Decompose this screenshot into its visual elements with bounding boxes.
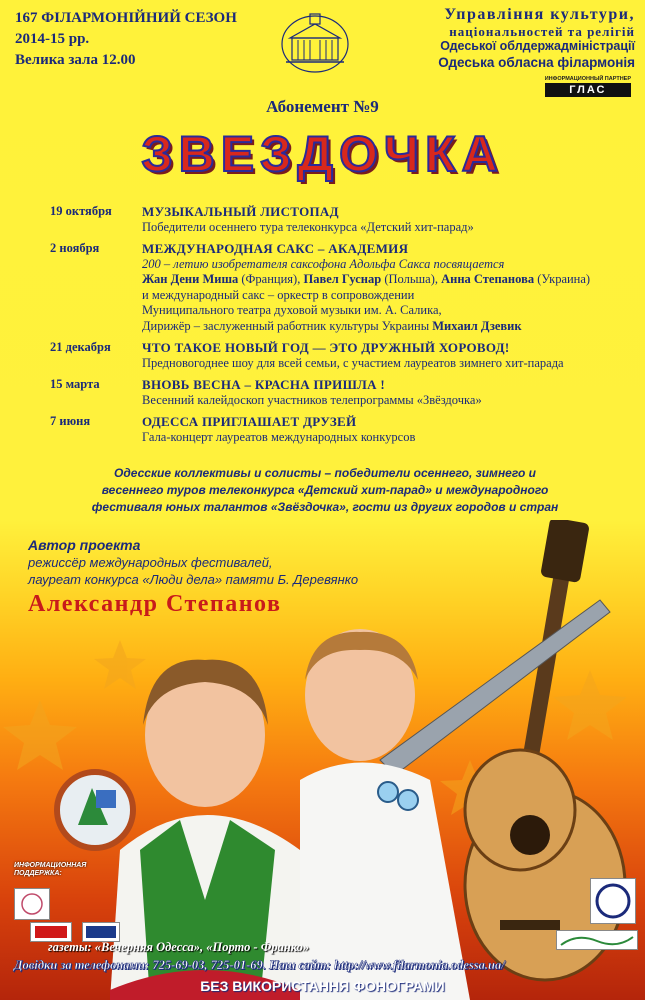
performer-country: (Польша), <box>381 272 442 286</box>
radio-logo <box>590 878 636 924</box>
red-brand-icon <box>31 923 71 941</box>
gm-brand-icon <box>83 923 119 941</box>
organizer-block <box>438 6 635 71</box>
participants-summary <box>60 465 590 516</box>
event-heading: ВНОВЬ ВЕСНА – КРАСНА ПРИШЛА ! <box>142 377 386 392</box>
event-description: Предновогоднее шоу для всей семьи, с участием лауреатов зимнего хит-парада <box>142 355 564 370</box>
hall-time: Велика зала 12.00 <box>15 52 136 68</box>
philharmonic-building-emblem <box>280 10 350 74</box>
circle-logo-icon <box>15 889 49 919</box>
event-description: Весенний калейдоскоп участников телепрограммы «Звёздочка» <box>142 392 482 407</box>
sponsor-logo-red <box>30 922 72 942</box>
organizer-line-2: національностей та релігій <box>449 24 635 39</box>
subscription-number: Абонемент №9 <box>266 97 379 116</box>
summary-line: фестиваля юных талантов «Звёздочка», гости из других городов и стран <box>91 500 559 514</box>
event-dedication: 200 – летию изобретателя саксофона Адольфа Сакса посвящается <box>142 256 505 271</box>
event-date: 21 декабря <box>50 340 111 354</box>
event-heading: МЕЖДУНАРОДНАЯ САКС – АКАДЕМИЯ <box>142 241 409 256</box>
boy-figure <box>300 629 470 1000</box>
event-conductor <box>142 319 630 335</box>
season-title: 167 ФІЛАРМОНІЙНИЙ СЕЗОН <box>15 10 237 26</box>
radio-circle-icon <box>591 879 635 923</box>
event-date: 7 июня <box>50 414 91 428</box>
contacts-line: Довідки за телефонами: 725-69-03, 725-01-69. Наш сайт: http://www.filarmonia.odessa.ua/ <box>14 958 505 972</box>
event-heading: ОДЕССА ПРИГЛАШАЕТ ДРУЗЕЙ <box>142 414 357 429</box>
event-item <box>50 414 630 445</box>
season-info <box>15 8 237 71</box>
event-list <box>50 204 630 451</box>
performer-name: Анна Степанова <box>441 272 535 286</box>
info-support-label <box>14 862 86 878</box>
performer-name: Павел Гуснар <box>303 272 382 286</box>
fm-wave-icon <box>557 931 637 949</box>
fm-station-logo <box>556 930 638 950</box>
conductor-label: Дирижёр – заслуженный работник культуры Украины <box>142 318 433 333</box>
sponsor-logo-gm <box>82 922 120 942</box>
organizer-line-4: Одеська обласна філармонія <box>438 55 635 70</box>
event-item <box>50 204 630 235</box>
organizer-line-1: Управління культури, <box>444 6 635 23</box>
event-date: 2 ноября <box>50 241 100 255</box>
summary-line: весеннего туров телеконкурса «Детский хит-парад» и международного <box>101 483 549 497</box>
no-playback-notice: БЕЗ ВИКОРИСТАННЯ ФОНОГРАМИ <box>200 978 445 994</box>
event-heading: МУЗЫКАЛЬНЫЙ ЛИСТОПАД <box>142 204 339 219</box>
event-description: Победители осеннего тура телеконкурса «Детский хит-парад» <box>142 219 474 234</box>
author-heading: Автор проекта <box>28 537 141 553</box>
info-partner <box>545 76 631 97</box>
event-item <box>50 377 630 408</box>
summary-line: Одесские коллективы и солисты – победители осеннего, зимнего и <box>114 466 536 480</box>
project-author <box>28 537 359 617</box>
event-date: 19 октября <box>50 204 112 218</box>
author-role: режиссёр международных фестивалей, <box>28 555 273 570</box>
performer-country: (Украина) <box>534 272 591 286</box>
author-name: Александр Степанов <box>28 591 282 617</box>
event-item <box>50 340 630 371</box>
sponsor-logo-circle <box>14 888 50 920</box>
partner-label: ИНФОРМАЦИОННЫЙ ПАРТНЕР <box>544 76 631 82</box>
newspaper-support: газеты: «Вечерняя Одесса», «Порто - Франко» <box>48 940 310 954</box>
event-description: Муниципального театра духовой музыки им. А. Салика, <box>142 303 442 317</box>
support-label-line: ИНФОРМАЦИОННАЯ <box>14 862 87 869</box>
season-years: 2014-15 рр. <box>15 31 90 47</box>
performer-country: (Франция), <box>238 272 304 286</box>
event-description: и международный сакс – оркестр в сопровождении <box>142 287 415 302</box>
event-performers <box>142 272 630 288</box>
poster-title: ЗВЕЗДОЧКА <box>141 126 504 182</box>
support-label-line: ПОДДЕРЖКА: <box>14 870 62 877</box>
event-heading: ЧТО ТАКОЕ НОВЫЙ ГОД — ЭТО ДРУЖНЫЙ ХОРОВОД! <box>142 340 510 355</box>
event-description: Гала-концерт лауреатов международных конкурсов <box>142 429 416 444</box>
event-date: 15 марта <box>50 377 100 391</box>
event-item <box>50 241 630 334</box>
organizer-line-3: Одеської облдержадміністрації <box>440 39 635 53</box>
author-award: лауреат конкурса «Люди дела» памяти Б. Деревянко <box>28 572 359 587</box>
conductor-name: Михаил Дзевик <box>432 318 522 333</box>
partner-logo: ГЛАС <box>545 83 631 97</box>
performer-name: Жан Дени Миша <box>142 272 239 286</box>
